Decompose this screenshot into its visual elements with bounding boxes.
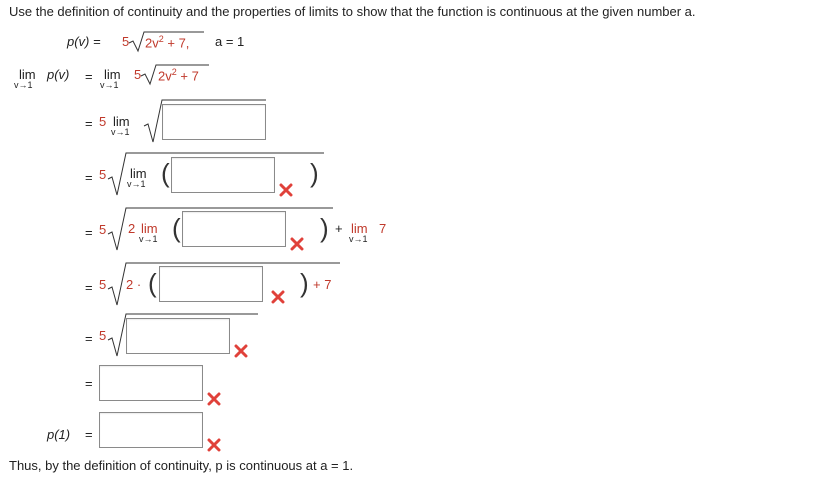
step4-lim-sub: v→1 [139, 234, 158, 244]
step5-close-paren: ) [300, 268, 309, 298]
step1-rhs-sub: v→1 [100, 80, 119, 90]
step5-eq: = [85, 280, 93, 295]
step1-coef: 5 [134, 67, 142, 82]
step7-eq: = [85, 376, 93, 391]
function-label: p(v) = [67, 34, 101, 49]
step4-close-paren: ) [320, 213, 329, 243]
step4-lim: lim [141, 221, 158, 236]
step4-plus: + [335, 221, 343, 236]
incorrect-x-icon [234, 344, 248, 358]
step1-lim-sub: v→1 [14, 80, 33, 90]
step4-coef: 5 [99, 222, 107, 237]
conclusion-text: Thus, by the definition of continuity, p is continuous at a = 1. [9, 458, 354, 473]
step1-radicand: $2v^2 + 7$ [158, 67, 199, 84]
step1-rhs-lim: lim [104, 67, 121, 82]
incorrect-x-icon [207, 438, 221, 452]
step4-lim2: lim [351, 221, 368, 236]
step2-lim-sub: v→1 [111, 127, 130, 137]
answer-input-4[interactable] [159, 266, 263, 302]
step5-coef: 5 [99, 277, 107, 292]
incorrect-x-icon [271, 290, 285, 304]
step1-eq: = [85, 69, 93, 84]
step2-coef: 5 [99, 114, 107, 129]
step2-eq: = [85, 116, 93, 131]
step5-two-dot: 2 · [126, 277, 142, 292]
instruction-text: Use the definition of continuity and the properties of limits to show that the function is continuous at the given number a. [9, 4, 696, 19]
step4-open-paren: ( [172, 213, 181, 243]
step3-open-paren: ( [161, 158, 170, 188]
answer-input-2[interactable] [171, 157, 275, 193]
p1-label: p(1) [47, 427, 71, 442]
given-a: a = 1 [215, 34, 245, 49]
incorrect-x-icon [290, 237, 304, 251]
step2-lim: lim [113, 114, 130, 129]
answer-input-7[interactable] [99, 412, 203, 448]
step3-lim: lim [130, 166, 147, 181]
answer-input-6[interactable] [99, 365, 203, 401]
step1-lim: lim [19, 67, 36, 82]
answer-input-5[interactable] [126, 318, 230, 354]
step1-lhs: p(v) [47, 67, 70, 82]
function-coef: 5 [122, 34, 130, 49]
step3-eq: = [85, 170, 93, 185]
step4-two: 2 [128, 221, 136, 236]
step3-coef: 5 [99, 167, 107, 182]
step6-coef: 5 [99, 328, 107, 343]
incorrect-x-icon [279, 183, 293, 197]
step6-eq: = [85, 331, 93, 346]
function-radicand: $2v^2 + 7$, [145, 34, 190, 51]
answer-input-3[interactable] [182, 211, 286, 247]
incorrect-x-icon [207, 392, 221, 406]
step4-eq: = [85, 225, 93, 240]
answer-input-1[interactable] [162, 104, 266, 140]
step3-close-paren: ) [310, 158, 319, 188]
step4-lim2-sub: v→1 [349, 234, 368, 244]
step4-seven: 7 [379, 221, 387, 236]
step5-plus-seven: + 7 [313, 277, 332, 292]
p1-eq: = [85, 427, 93, 442]
step3-lim-sub: v→1 [127, 179, 146, 189]
step5-open-paren: ( [148, 268, 157, 298]
